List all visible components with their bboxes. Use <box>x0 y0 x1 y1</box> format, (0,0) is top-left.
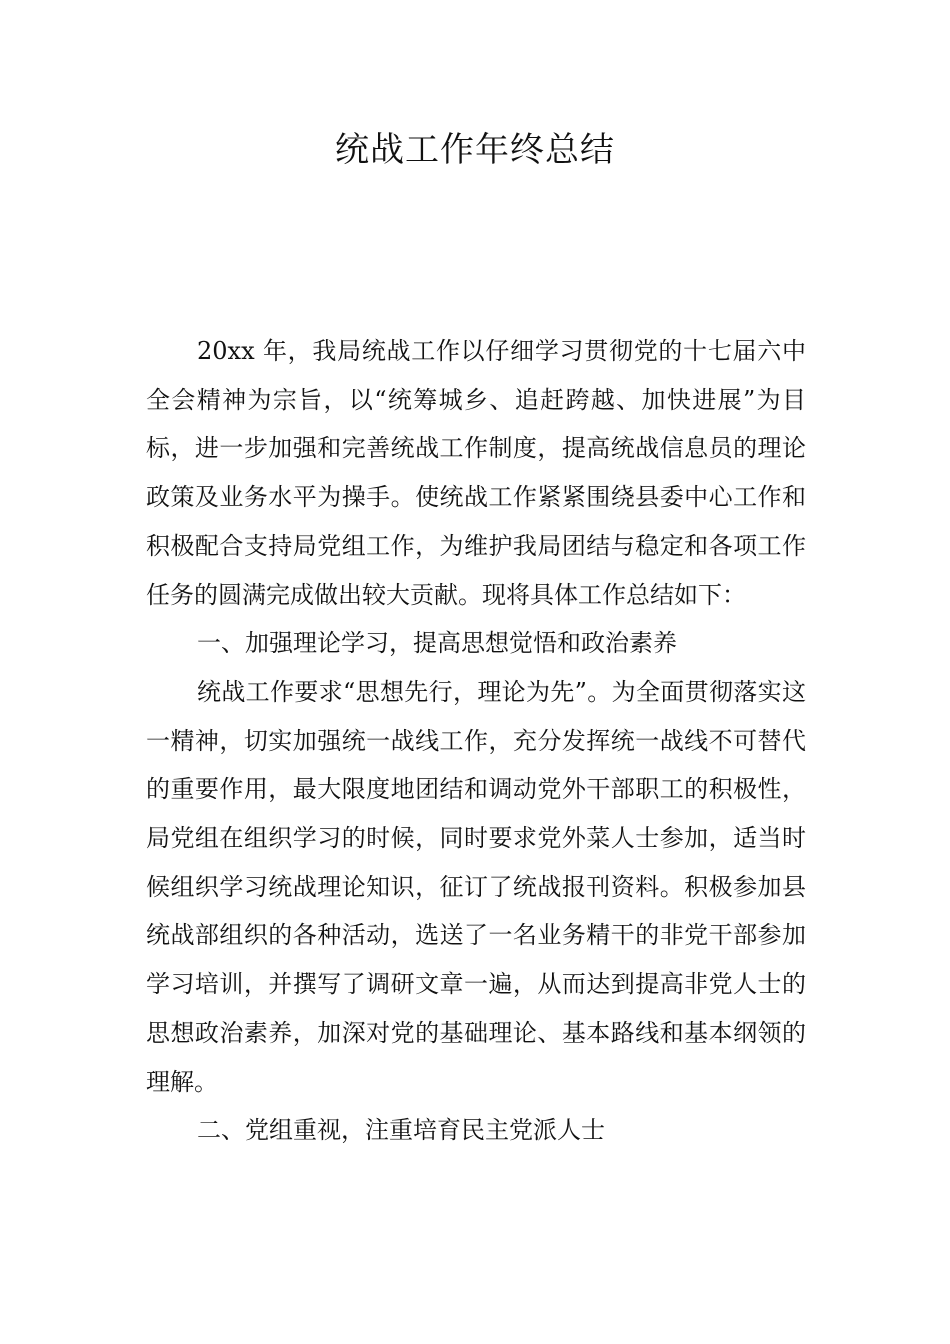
section-heading-1: 一、加强理论学习，提高思想觉悟和政治素养 <box>197 629 677 658</box>
section-1-paragraph: 统战工作要求“思想先行，理论为先”。为全面贯彻落实这一精神，切实加强统一战线工作，充分发挥统一战线不可替代的重要作用，最大限度地团结和调动党外干部职工的积极性，局党组在组织学习的时候，同时要求党外菜人士参加，适当时候组织学习统战理论知识，征订了统战报刊资料。积极参加县统战部组织的各种活动，选送了一名业务精干的非党干部参加学习培训，并撰写了调研文章一遍，从而达到提高非党人士的思想政治素养，加深对党的基础理论、基本路线和基本纲领的理解。 <box>146 677 806 1096</box>
intro-paragraph: 20xx 年，我局统战工作以仔细学习贯彻党的十七届六中全会精神为宗旨，以“统筹城乡、追赶跨越、加快进展”为目标，进一步加强和完善统战工作制度，提高统战信息员的理论政策及业务水平为操手。使统战工作紧紧围绕县委中心工作和积极配合支持局党组工作，为维护我局团结与稳定和各项工作任务的圆满完成做出较大贡献。现将具体工作总结如下： <box>146 337 806 609</box>
document-body <box>146 327 806 1155</box>
document-title: 统战工作年终总结 <box>335 130 615 170</box>
section-heading-2: 二、党组重视，注重培育民主党派人士 <box>197 1116 605 1145</box>
